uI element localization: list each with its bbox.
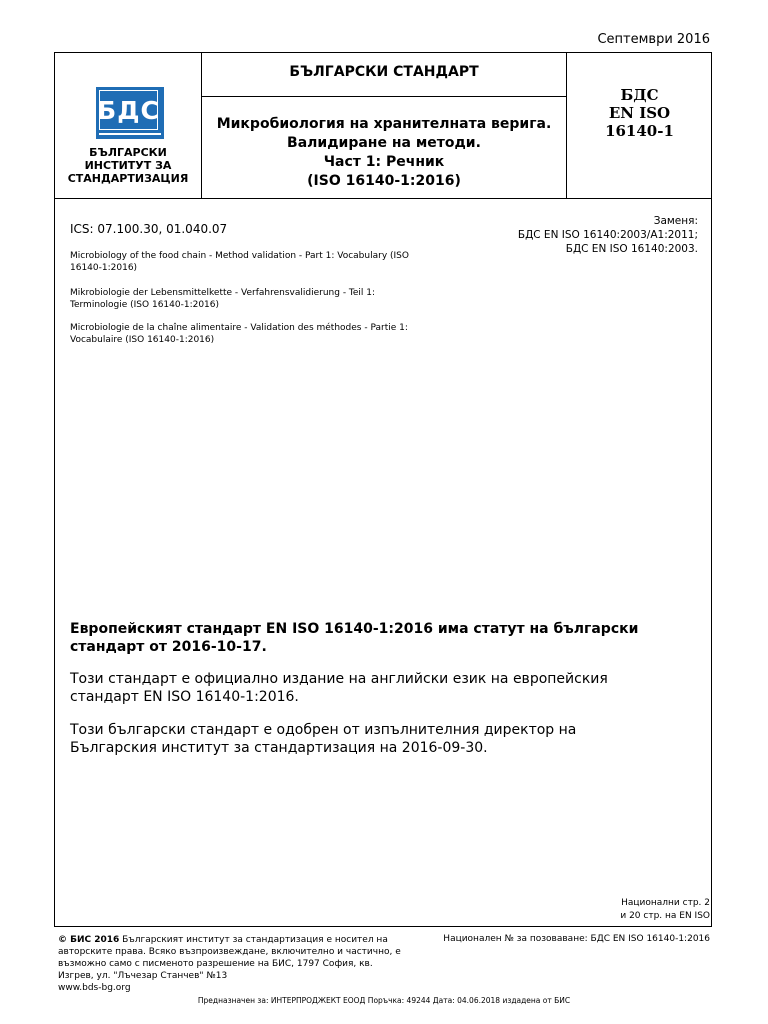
title-line: Част 1: Речник [323, 154, 445, 170]
logo-underline [99, 133, 161, 135]
logo-text: БДС [99, 90, 158, 130]
title-line: Валидиране на методи. [287, 135, 481, 151]
replaces-item: БДС EN ISO 16140:2003/A1:2011; [517, 229, 698, 241]
document-date: Септември 2016 [597, 32, 710, 47]
title-english: Microbiology of the food chain - Method validation - Part 1: Vocabulary (ISO 16140-1:2016) [70, 251, 409, 273]
standard-code [567, 86, 712, 140]
status-statement: Европейският стандарт EN ISO 16140-1:2016 има статут на български стандарт от 2016-10-17. [70, 621, 639, 655]
copyright-text: Българският институт за стандартизация е носител на авторските права. Всяко възпроизвеждане, включително и частично, е възможно само с писменото разрешение на БИС, 1797 София, кв. Изгрев, ул. "Лъчезар Станчев" №13 [58, 935, 401, 981]
copyright-lead: © БИС 2016 [58, 935, 120, 945]
website-link[interactable]: www.bds-bg.org [58, 983, 131, 993]
code-line: 16140-1 [605, 122, 674, 140]
replaces-label: Заменя: [653, 215, 698, 227]
reference-number: Национален № за позоваване: БДС EN ISO 16140-1:2016 [443, 934, 710, 944]
institute-name: БЪЛГАРСКИ ИНСТИТУТ ЗА СТАНДАРТИЗАЦИЯ [67, 146, 189, 185]
bds-logo [96, 87, 164, 139]
edition-statement: Този стандарт е официално издание на английски език на европейския стандарт EN ISO 16140-1:2016. [70, 671, 608, 705]
divider [201, 96, 567, 97]
national-pages: Национални стр. 2 [621, 898, 710, 908]
replaces-block [518, 214, 698, 256]
standard-label: БЪЛГАРСКИ СТАНДАРТ [289, 64, 479, 80]
en-pages: и 20 стр. на EN ISO [620, 911, 710, 921]
ics-code: ICS: 07.100.30, 01.040.07 [70, 222, 228, 236]
title-line: Микробиология на хранителната верига. [216, 116, 552, 132]
code-line: EN ISO [608, 104, 671, 122]
title-line: (ISO 16140-1:2016) [307, 173, 461, 189]
copyright-notice [58, 934, 408, 994]
standard-title [202, 115, 566, 191]
title-french: Microbiologie de la chaîne alimentaire - Validation des méthodes - Partie 1: Vocabulaire (ISO 16140-1:2016) [70, 323, 408, 345]
approval-statement: Този български стандарт е одобрен от изпълнителния директор на Българския институт за стандартизация на 2016-09-30. [70, 722, 577, 756]
code-line: БДС [620, 86, 659, 104]
page-count [620, 897, 710, 923]
replaces-item: БДС EN ISO 16140:2003. [565, 243, 698, 255]
license-note: Предназначен за: ИНТЕРПРОДЖЕКТ ЕООД Поръчка: 49244 Дата: 04.06.2018 издадена от БИС [197, 996, 571, 1005]
title-german: Mikrobiologie der Lebensmittelkette - Verfahrensvalidierung - Teil 1: Terminologie (ISO 16140-1:2016) [70, 288, 376, 310]
